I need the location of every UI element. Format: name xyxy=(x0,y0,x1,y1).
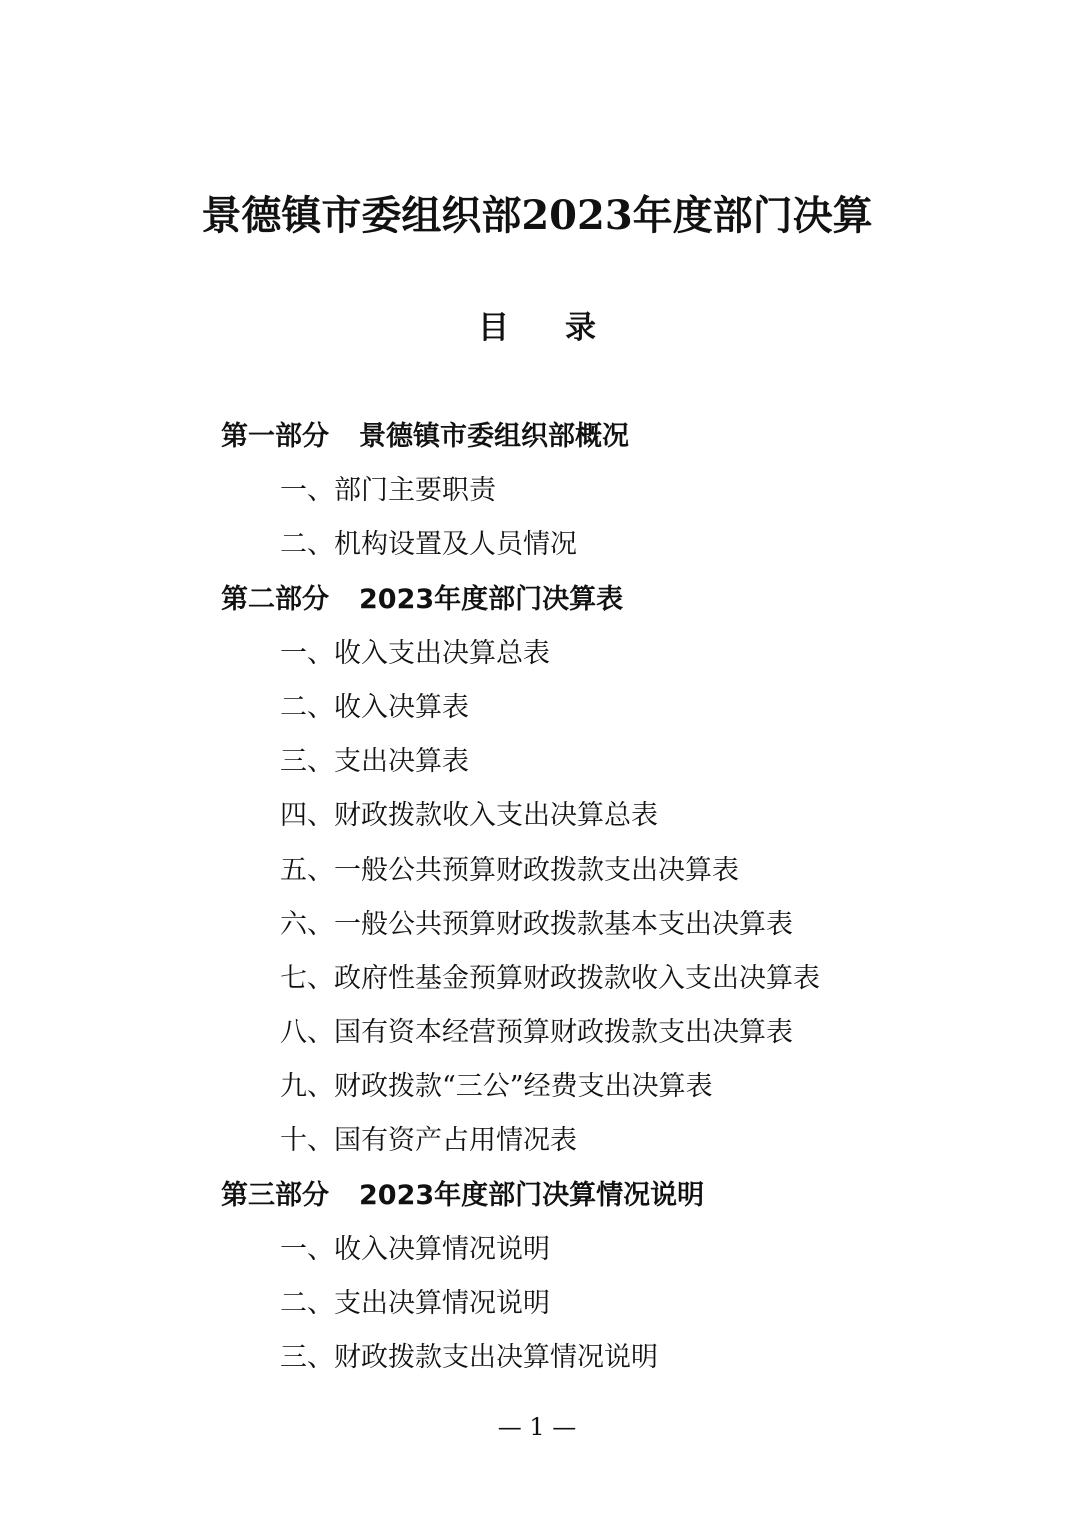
toc-item[interactable]: 八、国有资本经营预算财政拨款支出决算表 xyxy=(280,1017,793,1049)
toc-part-title: 2023年度部门决算情况说明 xyxy=(359,1179,705,1211)
toc-part-title: 2023年度部门决算表 xyxy=(359,583,624,615)
toc-item[interactable]: 二、收入决算表 xyxy=(280,691,469,723)
toc-heading xyxy=(0,306,1074,350)
page-number: — 1 — xyxy=(497,1413,577,1441)
toc-item[interactable]: 五、一般公共预算财政拨款支出决算表 xyxy=(280,854,739,886)
toc-heading-char-1: 目 xyxy=(478,310,509,346)
toc-part-2[interactable] xyxy=(0,573,1074,627)
toc-part-1[interactable] xyxy=(0,410,1074,464)
toc-part-number: 第一部分 xyxy=(221,421,329,452)
toc-item[interactable]: 二、支出决算情况说明 xyxy=(280,1288,550,1319)
toc-part-3[interactable] xyxy=(0,1169,1074,1223)
toc-item[interactable]: 四、财政拨款收入支出决算总表 xyxy=(280,800,658,832)
toc-item[interactable]: 三、财政拨款支出决算情况说明 xyxy=(280,1342,658,1374)
toc-item[interactable]: 七、政府性基金预算财政拨款收入支出决算表 xyxy=(280,962,820,994)
toc-item[interactable]: 十、国有资产占用情况表 xyxy=(280,1125,577,1157)
toc-item[interactable]: 九、财政拨款“三公”经费支出决算表 xyxy=(280,1071,713,1103)
toc-item[interactable]: 二、机构设置及人员情况 xyxy=(280,529,577,561)
toc-item[interactable]: 六、一般公共预算财政拨款基本支出决算表 xyxy=(280,908,793,940)
toc-part-title: 景德镇市委组织部概况 xyxy=(359,421,629,452)
toc-item[interactable]: 一、收入决算情况说明 xyxy=(280,1233,550,1265)
toc-item[interactable]: 三、支出决算表 xyxy=(280,746,469,778)
toc-part-number: 第三部分 xyxy=(221,1179,329,1211)
table-of-contents xyxy=(0,410,1074,1385)
toc-heading-char-2: 录 xyxy=(565,310,596,346)
toc-item[interactable]: 一、收入支出决算总表 xyxy=(280,637,550,669)
document-title: 景德镇市委组织部2023年度部门决算 xyxy=(201,192,873,239)
toc-part-number: 第二部分 xyxy=(221,583,329,615)
toc-item[interactable]: 一、部门主要职责 xyxy=(280,475,496,507)
